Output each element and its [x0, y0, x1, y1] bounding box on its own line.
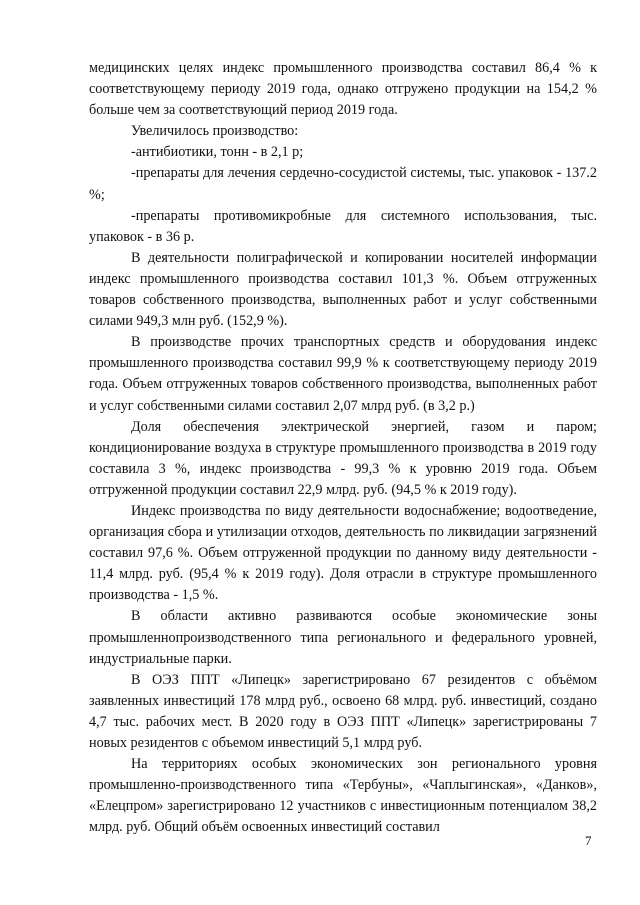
- page-number: 7: [585, 833, 592, 848]
- paragraph-energy: Доля обеспечения электрической энергией, газом и паром; кондиционирование воздуха в структуре промышленного производства в 2019 году составила 3 %, индекс производства - 99,3 % к уровню 2019 года. Объем отгруженной продукции составил 22,9 млрд. руб. (94,5 % к 2019 году).: [89, 418, 597, 498]
- list-item-antimicrobial-drugs: -препараты противомикробные для системного использования, тыс. упаковок - в 36 р.: [89, 207, 597, 245]
- document-body: [89, 58, 597, 838]
- paragraph-medical-index: медицинских целях индекс промышленного производства составил 86,4 % к соответствующему периоду 2019 года, однако отгружено продукции на 154,2 % больше чем за соответствующий период 2019 года.: [89, 60, 597, 119]
- list-item-cardio-drugs: -препараты для лечения сердечно-сосудистой системы, тыс. упаковок - 137.2 %;: [89, 165, 597, 203]
- paragraph-water-supply: Индекс производства по виду деятельности водоснабжение; водоотведение, организация сбора и утилизации отходов, деятельность по ликвидации загрязнений составил 97,6 %. Объем отгруженной продукции по данному виду деятельности - 11,4 млрд. руб. (95,4 % к 2019 году). Доля отрасли в структуре промышленного производства - 1,5 %.: [89, 502, 597, 604]
- paragraph-oez-lipetsk: В ОЭЗ ППТ «Липецк» зарегистрировано 67 резидентов с объёмом заявленных инвестиций 178 млрд руб., освоено 68 млрд. руб. инвестиций, создано 4,7 тыс. рабочих мест. В 2020 году в ОЭЗ ППТ «Липецк» зарегистрированы 7 новых резидентов с объемом инвестиций 5,1 млрд руб.: [89, 671, 597, 751]
- paragraph-transport: В производстве прочих транспортных средств и оборудования индекс промышленного производства составил 99,9 % к соответствующему периоду 2019 года. Объем отгруженных товаров собственного производства, выполненных работ и услуг собственными силами составил 2,07 млрд руб. (в 3,2 р.): [89, 334, 597, 414]
- paragraph-economic-zones: В области активно развиваются особые экономические зоны промышленнопроизводственного типа регионального и федерального уровней, индустриальные парки.: [89, 608, 597, 667]
- paragraph-production-increase: Увеличилось производство:: [131, 123, 299, 140]
- list-item-antibiotics: -антибиотики, тонн - в 2,1 р;: [131, 144, 304, 161]
- paragraph-printing: В деятельности полиграфической и копировании носителей информации индекс промышленного производства составил 101,3 %. Объем отгруженных товаров собственного производства, выполненных работ и услуг собственными силами 949,3 млн руб. (152,9 %).: [89, 249, 597, 330]
- paragraph-regional-zones: На территориях особых экономических зон регионального уровня промышленно-производственного типа «Тербуны», «Чаплыгинская», «Данков», «Елецпром» зарегистрировано 12 участников с инвестиционным потенциалом 38,2 млрд. руб. Общий объём освоенных инвестиций составил: [89, 756, 597, 836]
